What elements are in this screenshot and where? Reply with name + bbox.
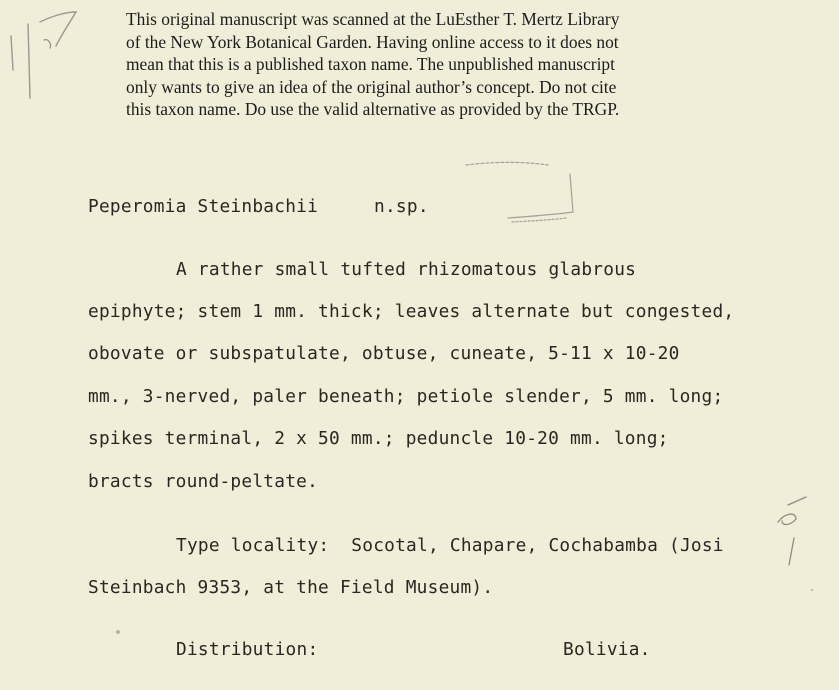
disclaimer-line: of the New York Botanical Garden. Having online access to it does not bbox=[126, 31, 619, 52]
distribution-label: Distribution: bbox=[176, 639, 319, 660]
disclaimer-line: only wants to give an idea of the original author’s concept. Do not cite bbox=[126, 76, 617, 97]
type-locality-line: Steinbach 9353, at the Field Museum). bbox=[88, 577, 494, 598]
description-line: bracts round-peltate. bbox=[88, 471, 319, 492]
bracket-pencil-mark bbox=[466, 162, 573, 222]
species-name: Peperomia Steinbachii bbox=[88, 196, 319, 217]
description-line: mm., 3-nerved, paler beneath; petiole slender, 5 mm. long; bbox=[88, 386, 724, 407]
species-status: n.sp. bbox=[374, 196, 429, 217]
paper-speck bbox=[811, 589, 813, 591]
corner-pencil-mark bbox=[11, 12, 76, 98]
distribution-value: Bolivia. bbox=[563, 639, 651, 660]
disclaimer-line: This original manuscript was scanned at the LuEsther T. Mertz Library bbox=[126, 9, 620, 29]
disclaimer-line: this taxon name. Do use the valid alternative as provided by the TRGP. bbox=[126, 99, 620, 119]
type-locality-line: Type locality: Socotal, Chapare, Cochabamba (Josi bbox=[176, 535, 724, 556]
description-line: obovate or subspatulate, obtuse, cuneate, 5-11 x 10-20 bbox=[88, 343, 680, 364]
disclaimer-line: mean that this is a published taxon name. The unpublished manuscript bbox=[126, 54, 615, 74]
description-line: A rather small tufted rhizomatous glabrous bbox=[176, 259, 637, 280]
correction-pencil-mark bbox=[778, 497, 806, 565]
description-line: epiphyte; stem 1 mm. thick; leaves alternate but congested, bbox=[88, 301, 735, 322]
description-line: spikes terminal, 2 x 50 mm.; peduncle 10-20 mm. long; bbox=[88, 428, 669, 449]
library-disclaimer bbox=[126, 8, 766, 121]
paper-speck bbox=[116, 630, 120, 634]
